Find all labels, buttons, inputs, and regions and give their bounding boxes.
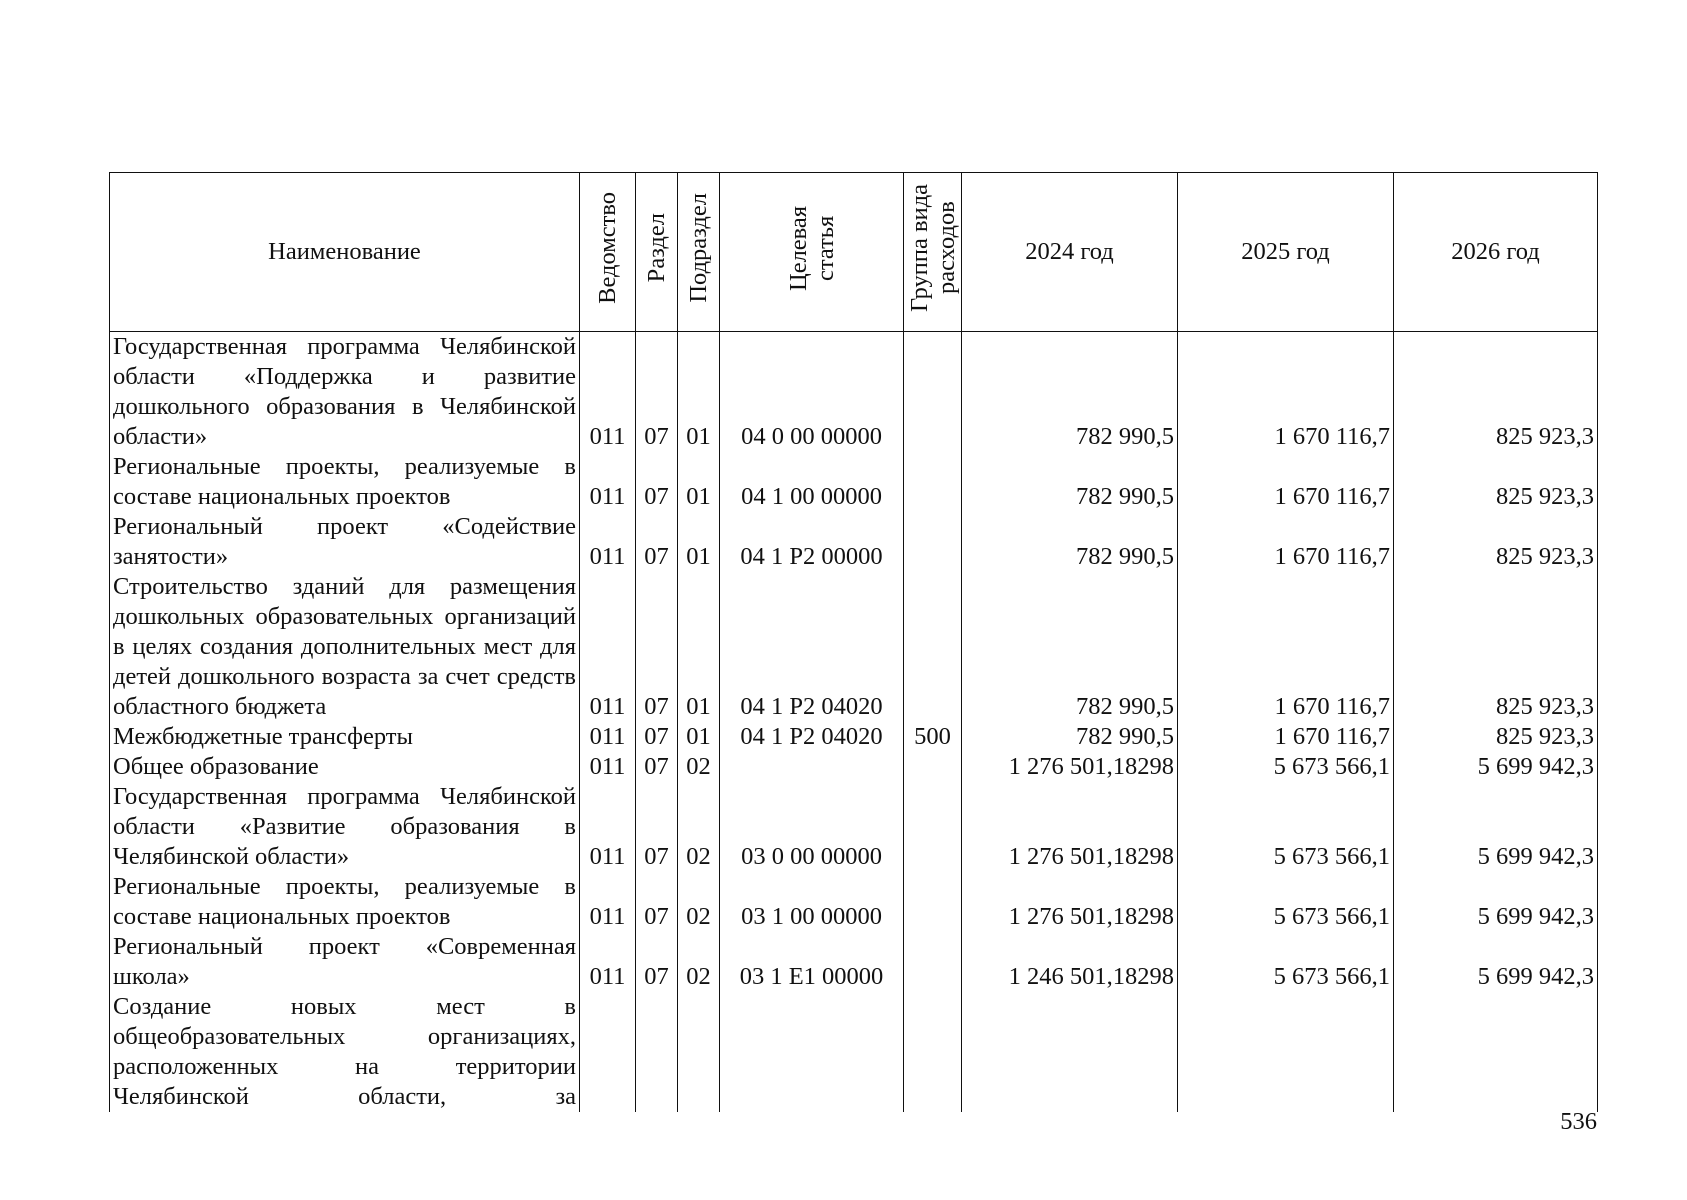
row-vedomstvo: 011 (580, 782, 636, 872)
row-name: Создание новых мест в общеобразовательных организациях, расположенных на территории Челябинской области, за (110, 992, 580, 1112)
row-gruppa (904, 872, 962, 932)
table-row (110, 932, 1598, 992)
row-celevaya-statya: 04 1 00 00000 (720, 452, 904, 512)
row-2024: 782 990,5 (962, 572, 1178, 722)
row-vedomstvo (580, 992, 636, 1112)
row-2026 (1394, 992, 1598, 1112)
row-razdel: 07 (636, 332, 678, 453)
row-gruppa (904, 782, 962, 872)
row-2026: 825 923,3 (1394, 512, 1598, 572)
table-header-row (110, 173, 1598, 332)
row-podrazdel: 01 (678, 512, 720, 572)
table-row (110, 332, 1598, 453)
row-2026: 5 699 942,3 (1394, 872, 1598, 932)
row-razdel: 07 (636, 872, 678, 932)
row-name: Региональные проекты, реализуемые в составе национальных проектов (110, 452, 580, 512)
row-celevaya-statya: 04 1 P2 04020 (720, 722, 904, 752)
row-vedomstvo: 011 (580, 932, 636, 992)
header-gruppa-vida-rashodov: Группа вида расходов (904, 173, 962, 332)
row-2026: 825 923,3 (1394, 332, 1598, 453)
page-number: 536 (1560, 1108, 1597, 1135)
row-name: Государственная программа Челябинской области «Поддержка и развитие дошкольного образования в Челябинской области» (110, 332, 580, 453)
row-razdel: 07 (636, 572, 678, 722)
row-razdel: 07 (636, 782, 678, 872)
row-gruppa (904, 512, 962, 572)
row-2025 (1178, 992, 1394, 1112)
row-celevaya-statya (720, 752, 904, 782)
row-name: Региональный проект «Современная школа» (110, 932, 580, 992)
row-name: Межбюджетные трансферты (110, 722, 580, 752)
row-podrazdel: 02 (678, 932, 720, 992)
budget-table (109, 172, 1598, 1112)
row-razdel: 07 (636, 512, 678, 572)
row-vedomstvo: 011 (580, 752, 636, 782)
row-2025: 1 670 116,7 (1178, 722, 1394, 752)
row-name: Региональный проект «Содействие занятости» (110, 512, 580, 572)
row-podrazdel: 01 (678, 572, 720, 722)
row-gruppa (904, 932, 962, 992)
table-row (110, 752, 1598, 782)
row-razdel (636, 992, 678, 1112)
row-vedomstvo: 011 (580, 872, 636, 932)
table-row (110, 992, 1598, 1112)
row-name: Региональные проекты, реализуемые в составе национальных проектов (110, 872, 580, 932)
row-2024: 1 276 501,18298 (962, 872, 1178, 932)
row-2024: 782 990,5 (962, 722, 1178, 752)
row-gruppa (904, 992, 962, 1112)
row-name: Государственная программа Челябинской области «Развитие образования в Челябинской области» (110, 782, 580, 872)
row-celevaya-statya: 03 1 E1 00000 (720, 932, 904, 992)
table-row (110, 512, 1598, 572)
header-podrazdel: Подраздел (678, 173, 720, 332)
table-row (110, 452, 1598, 512)
row-name: Строительство зданий для размещения дошкольных образовательных организаций в целях создания дополнительных мест для детей дошкольного возраста за счет средств областного бюджета (110, 572, 580, 722)
row-vedomstvo: 011 (580, 722, 636, 752)
row-vedomstvo: 011 (580, 512, 636, 572)
row-podrazdel: 01 (678, 452, 720, 512)
row-vedomstvo: 011 (580, 572, 636, 722)
header-razdel: Раздел (636, 173, 678, 332)
row-gruppa (904, 452, 962, 512)
row-celevaya-statya: 04 1 P2 04020 (720, 572, 904, 722)
row-2024: 1 246 501,18298 (962, 932, 1178, 992)
row-2024 (962, 992, 1178, 1112)
row-podrazdel (678, 992, 720, 1112)
row-celevaya-statya: 03 0 00 00000 (720, 782, 904, 872)
row-2025: 1 670 116,7 (1178, 452, 1394, 512)
row-razdel: 07 (636, 932, 678, 992)
row-celevaya-statya (720, 992, 904, 1112)
row-vedomstvo: 011 (580, 332, 636, 453)
row-gruppa: 500 (904, 722, 962, 752)
header-2024: 2024 год (962, 173, 1178, 332)
row-podrazdel: 02 (678, 752, 720, 782)
row-podrazdel: 01 (678, 332, 720, 453)
row-2026: 825 923,3 (1394, 572, 1598, 722)
row-2026: 825 923,3 (1394, 722, 1598, 752)
row-podrazdel: 01 (678, 722, 720, 752)
row-podrazdel: 02 (678, 782, 720, 872)
table-row (110, 722, 1598, 752)
header-name: Наименование (110, 173, 580, 332)
row-vedomstvo: 011 (580, 452, 636, 512)
row-2025: 5 673 566,1 (1178, 872, 1394, 932)
row-razdel: 07 (636, 722, 678, 752)
row-2026: 5 699 942,3 (1394, 782, 1598, 872)
row-2024: 1 276 501,18298 (962, 752, 1178, 782)
row-celevaya-statya: 04 1 P2 00000 (720, 512, 904, 572)
row-2024: 782 990,5 (962, 332, 1178, 453)
row-2025: 1 670 116,7 (1178, 332, 1394, 453)
row-2026: 5 699 942,3 (1394, 752, 1598, 782)
header-2025: 2025 год (1178, 173, 1394, 332)
row-2025: 5 673 566,1 (1178, 782, 1394, 872)
row-podrazdel: 02 (678, 872, 720, 932)
row-gruppa (904, 752, 962, 782)
header-vedomstvo: Ведомство (580, 173, 636, 332)
row-2024: 1 276 501,18298 (962, 782, 1178, 872)
row-gruppa (904, 572, 962, 722)
header-celevaya-statya: Целевая статья (720, 173, 904, 332)
row-2025: 1 670 116,7 (1178, 572, 1394, 722)
row-razdel: 07 (636, 452, 678, 512)
row-name: Общее образование (110, 752, 580, 782)
header-2026: 2026 год (1394, 173, 1598, 332)
row-2026: 825 923,3 (1394, 452, 1598, 512)
row-celevaya-statya: 04 0 00 00000 (720, 332, 904, 453)
table-row (110, 872, 1598, 932)
table-row (110, 572, 1598, 722)
row-2024: 782 990,5 (962, 512, 1178, 572)
row-razdel: 07 (636, 752, 678, 782)
row-celevaya-statya: 03 1 00 00000 (720, 872, 904, 932)
row-gruppa (904, 332, 962, 453)
row-2025: 5 673 566,1 (1178, 932, 1394, 992)
table-row (110, 782, 1598, 872)
row-2025: 1 670 116,7 (1178, 512, 1394, 572)
row-2025: 5 673 566,1 (1178, 752, 1394, 782)
row-2024: 782 990,5 (962, 452, 1178, 512)
row-2026: 5 699 942,3 (1394, 932, 1598, 992)
